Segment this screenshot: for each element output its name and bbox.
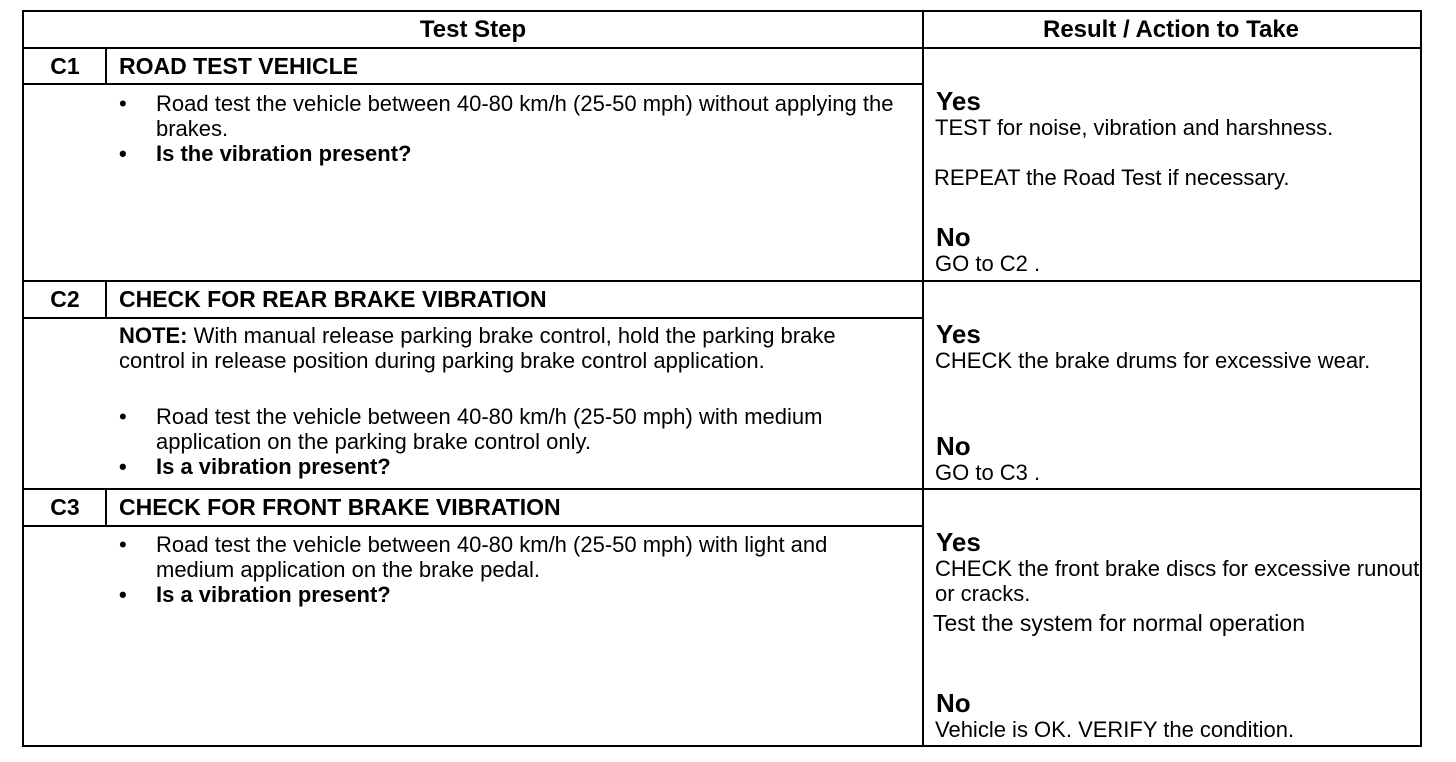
c1-yes-line-2: REPEAT the Road Test if necessary.: [934, 165, 1290, 190]
column-divider: [922, 12, 924, 747]
c2-bullet-1: [119, 404, 899, 454]
c1-yes-line-1: TEST for noise, vibration and harshness.: [935, 115, 1334, 140]
bullet-icon: •: [119, 91, 127, 116]
c1-bullet-2: [119, 141, 899, 166]
step-title-c3: CHECK FOR FRONT BRAKE VIBRATION: [119, 494, 561, 520]
c2-bullet-2: [119, 454, 899, 479]
c1-title-rule: [24, 83, 922, 85]
step-title-c2: CHECK FOR REAR BRAKE VIBRATION: [119, 286, 547, 312]
bullet-icon: •: [119, 454, 127, 479]
bullet-question: Is a vibration present?: [156, 582, 391, 607]
c1-yes-label: Yes: [936, 86, 981, 116]
c3-yes-label: Yes: [936, 527, 981, 557]
c2-title-rule: [24, 317, 922, 319]
step-code-c1: C1: [50, 53, 80, 79]
bullet-question: Is a vibration present?: [156, 454, 391, 479]
header-test-step: Test Step: [419, 16, 527, 43]
bullet-icon: •: [119, 141, 127, 166]
step-title-c1: ROAD TEST VEHICLE: [119, 53, 358, 79]
c2-yes-label: Yes: [936, 319, 981, 349]
bullet-question: Is the vibration present?: [156, 141, 412, 166]
diagnostic-table: [22, 10, 1422, 747]
c1-bullet-1: [119, 91, 899, 141]
c2-no-text: GO to C3 .: [935, 460, 1041, 485]
c3-no-label: No: [936, 688, 971, 718]
c1-no-text: GO to C2 .: [935, 251, 1041, 276]
note-text: With manual release parking brake control, hold the parking brake control in release position during parking brake control application.: [119, 323, 836, 373]
c3-bullet-1: [119, 532, 899, 582]
bullet-text: Road test the vehicle between 40-80 km/h (25-50 mph) with light and medium application on the brake pedal.: [156, 532, 828, 582]
c3-yes-line-2: Test the system for normal operation: [933, 610, 1305, 636]
c2-yes-line-1: CHECK the brake drums for excessive wear.: [935, 348, 1371, 373]
bullet-icon: •: [119, 582, 127, 607]
bullet-text: Road test the vehicle between 40-80 km/h (25-50 mph) with medium application on the parking brake control only.: [156, 404, 823, 454]
c2-no-label: No: [936, 431, 971, 461]
bullet-icon: •: [119, 532, 127, 557]
note-label: NOTE:: [119, 323, 188, 348]
c3-yes-line-1: CHECK the front brake discs for excessive runout or cracks.: [935, 556, 1420, 606]
c3-title-rule: [24, 525, 922, 527]
c3-bullet-2: [119, 582, 899, 607]
bullet-icon: •: [119, 404, 127, 429]
c3-no-text: Vehicle is OK. VERIFY the condition.: [935, 717, 1295, 742]
header-result-action: Result / Action to Take: [1042, 16, 1300, 43]
bullet-text: Road test the vehicle between 40-80 km/h (25-50 mph) without applying the brakes.: [156, 91, 894, 141]
step-code-c2: C2: [50, 286, 80, 312]
c1-no-label: No: [936, 222, 971, 252]
step-code-c3: C3: [50, 494, 80, 520]
c2-note: [119, 323, 899, 373]
